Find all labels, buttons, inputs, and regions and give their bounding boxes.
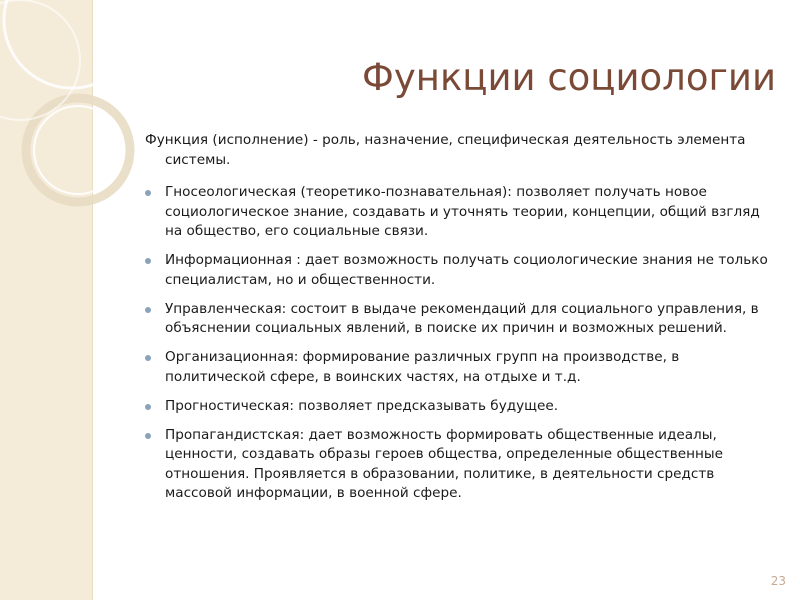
bullet-dot-icon bbox=[145, 307, 151, 313]
bullet-dot-icon bbox=[145, 258, 151, 264]
bullet-dot-icon bbox=[145, 190, 151, 196]
bullet-item-gnoseological bbox=[145, 183, 773, 242]
bullet-item-informational bbox=[145, 251, 773, 290]
bullet-item-prognostic bbox=[145, 397, 773, 417]
bullet-item-propaganda bbox=[145, 426, 773, 504]
slide-title: Функции социологии bbox=[362, 56, 776, 99]
bullet-text: Прогностическая: позволяет предсказывать будущее. bbox=[165, 397, 559, 414]
bullet-list bbox=[145, 183, 773, 504]
bullet-dot-icon bbox=[145, 433, 151, 439]
bullet-text: Пропагандистская: дает возможность формировать общественные идеалы, ценности, создавать образы героев общества, определенные общественные отношения. Проявляется в образовании, политике, в деятельности средств массовой информации, в военной сфере. bbox=[165, 426, 723, 501]
page-number: 23 bbox=[770, 574, 786, 588]
lead-definition: Функция (исполнение) - роль, назначение, специфическая деятельность элемента системы. bbox=[145, 132, 746, 168]
bullet-text: Информационная : дает возможность получать социологические знания не только специалистам, но и общественности. bbox=[165, 252, 768, 288]
bullet-item-organizational bbox=[145, 348, 773, 387]
bullet-text: Гносеологическая (теоретико-познавательная): позволяет получать новое социологическое знание, создавать и уточнять теории, концепции, общий взгляд на общество, его социальные связи. bbox=[165, 184, 760, 239]
bullet-text: Управленческая: состоит в выдаче рекомендаций для социального управления, в объяснении социальных явлений, в поиске их причин и возможных решений. bbox=[165, 300, 759, 336]
bullet-item-managerial bbox=[145, 300, 773, 339]
slide-content bbox=[145, 131, 773, 513]
bullet-text: Организационная: формирование различных групп на производстве, в политической сфере, в воинских частях, на отдыхе и т.д. bbox=[165, 349, 680, 385]
decorative-circles-icon bbox=[0, 0, 140, 260]
bullet-dot-icon bbox=[145, 404, 151, 410]
bullet-dot-icon bbox=[145, 355, 151, 361]
